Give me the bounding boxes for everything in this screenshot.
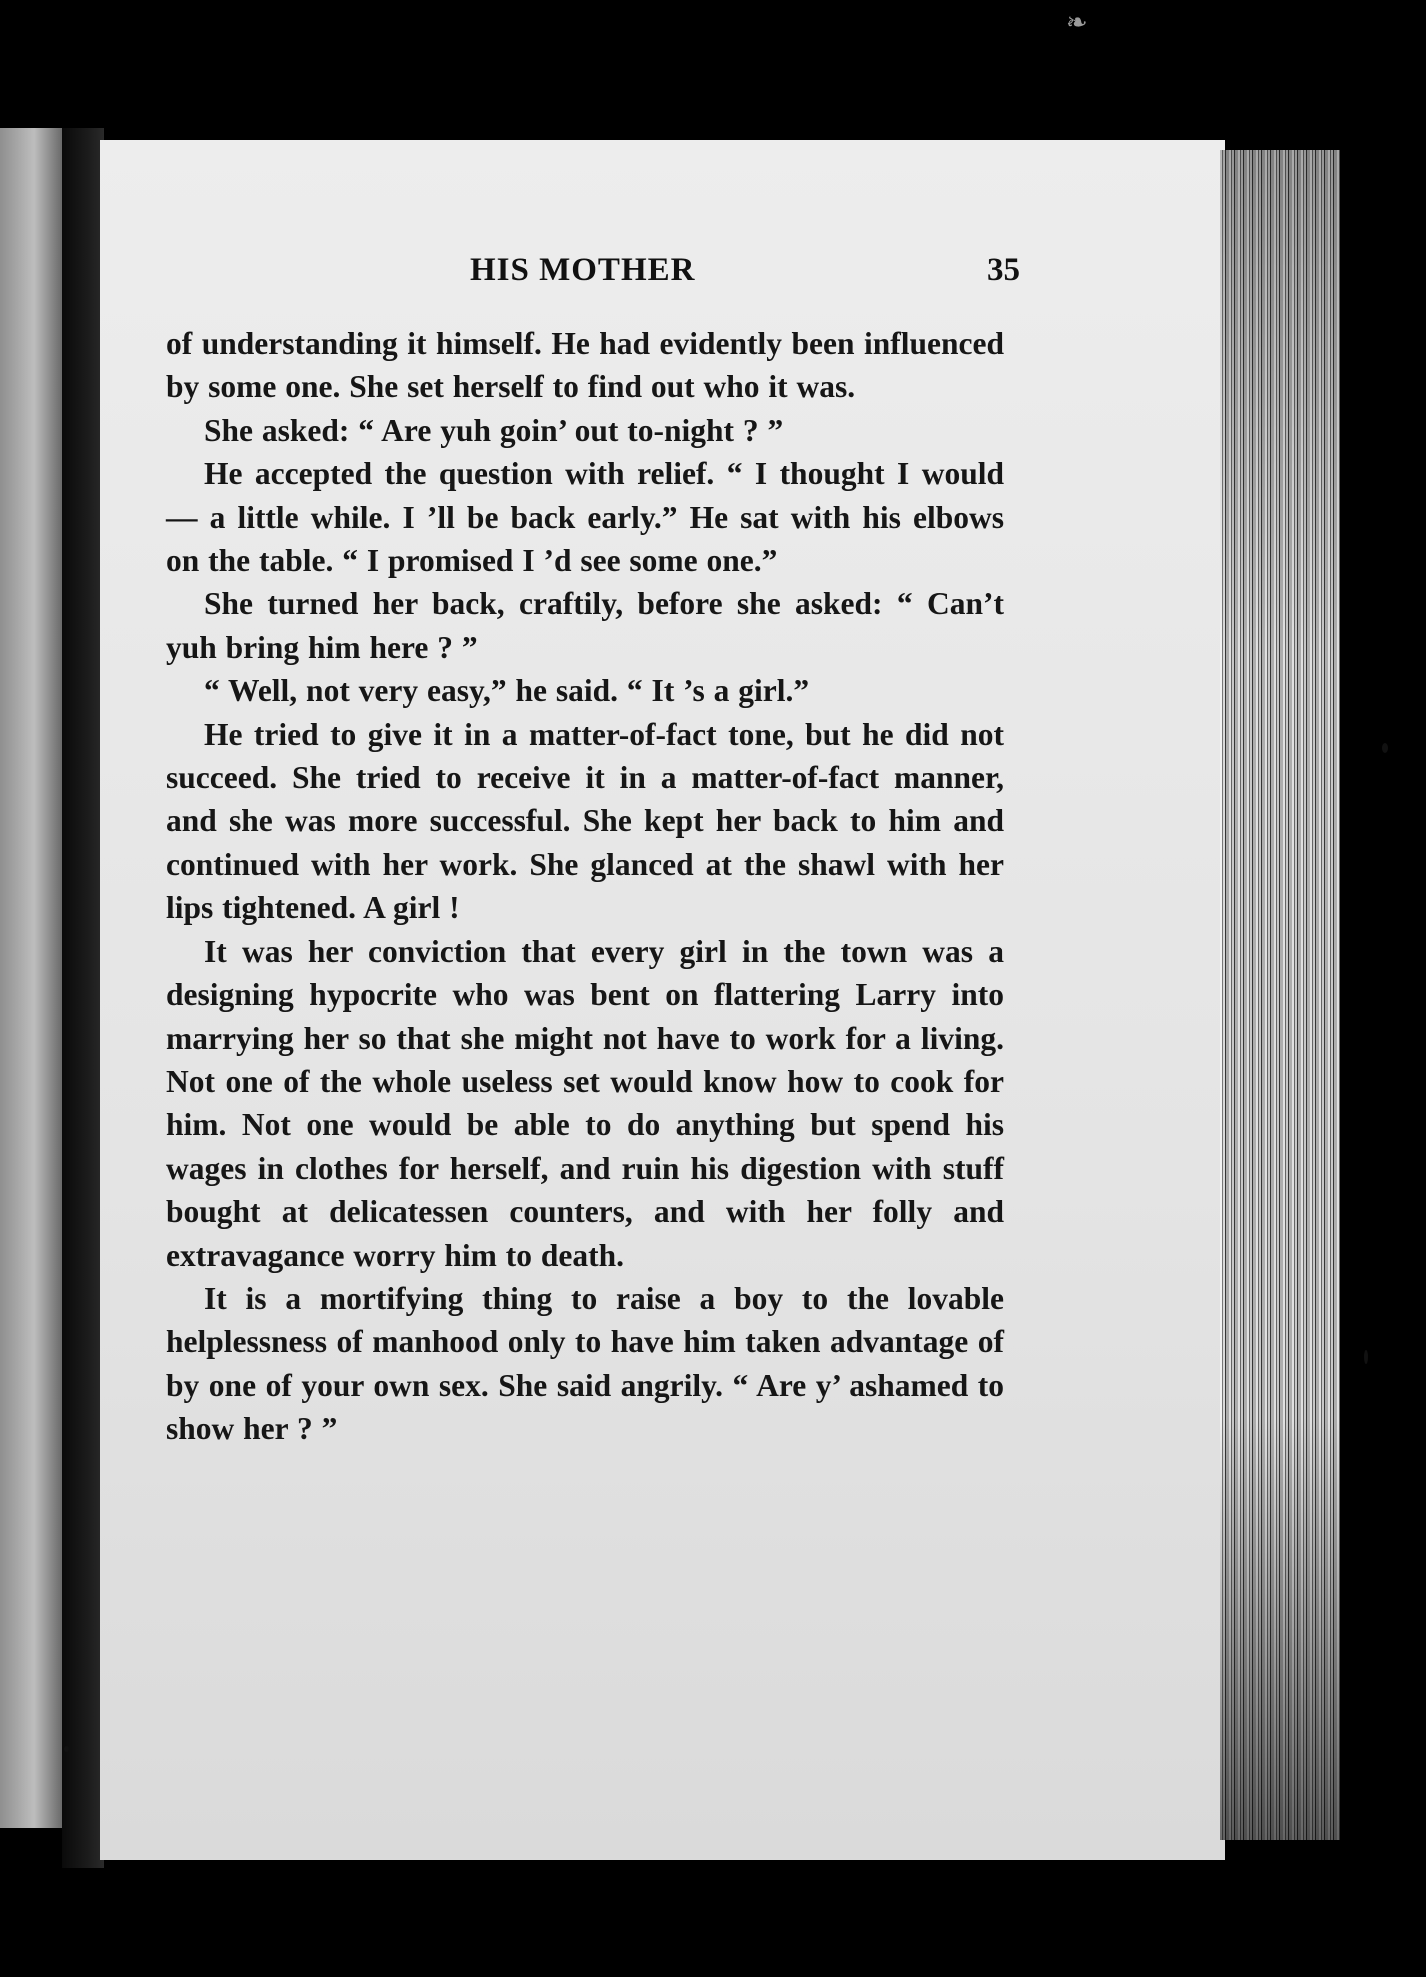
book-gutter bbox=[62, 128, 104, 1868]
facing-page-edge bbox=[0, 128, 62, 1828]
paragraph: He accepted the question with relief. “ I thought I would — a little while. I ’ll be back early.” He sat with his elbows on the table. “ I promised I ’d see some one.” bbox=[166, 456, 1004, 579]
paragraph: It was her conviction that every girl in the town was a designing hypocrite who was bent on flattering Larry into marrying her so that she might not have to work for a living. Not one of the whole useless set would know how to cook for him. Not one would be able to do anything but spend his wages in clothes for herself, and ruin his digestion with stuff bought at delicatessen counters, and with her folly and extravagance worry him to death. bbox=[166, 933, 1004, 1273]
paragraph: She turned her back, craftily, before she asked: “ Can’t yuh bring him here ? ” bbox=[166, 586, 1004, 665]
scan-blemish-icon: ❧ bbox=[1066, 8, 1088, 38]
page-stack-shadow bbox=[1220, 150, 1340, 1840]
paragraph: It is a mortifying thing to raise a boy to the lovable helplessness of manhood only to have him taken advantage of by one of your own sex. She said angrily. “ Are y’ ashamed to show her ? ” bbox=[166, 1280, 1004, 1447]
page-header bbox=[160, 252, 1020, 296]
dust-speck bbox=[1382, 743, 1388, 753]
paragraph: “ Well, not very easy,” he said. “ It ’s a girl.” bbox=[204, 673, 810, 709]
paragraph: of understanding it himself. He had evidently been influenced by some one. She set herself to find out who it was. bbox=[166, 326, 1004, 405]
page-body bbox=[166, 322, 1004, 1451]
paragraph: He tried to give it in a matter-of-fact tone, but he did not succeed. She tried to receive it in a matter-of-fact manner, and she was more successful. She kept her back to him and continued with her work. She glanced at the shawl with her lips tightened. A girl ! bbox=[166, 716, 1004, 926]
paragraph: She asked: “ Are yuh goin’ out to-night ? ” bbox=[204, 412, 784, 448]
page-number: 35 bbox=[987, 252, 1020, 288]
dust-speck bbox=[1364, 1350, 1368, 1364]
running-head: HIS MOTHER bbox=[470, 252, 696, 288]
dust-speck bbox=[64, 1746, 69, 1752]
